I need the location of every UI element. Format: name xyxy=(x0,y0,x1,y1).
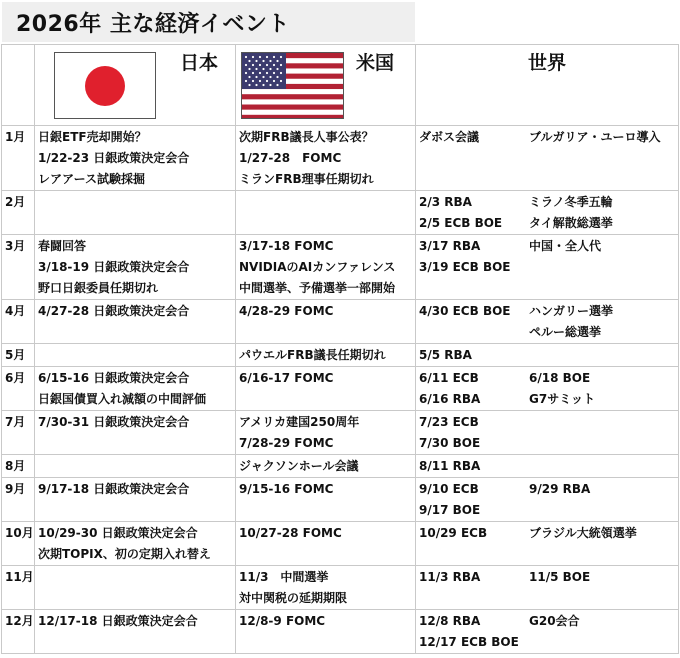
japan-events-cell xyxy=(35,235,236,300)
us-event: 1/27-28 FOMC xyxy=(239,151,342,165)
us-events-cell xyxy=(236,566,416,610)
table-row xyxy=(2,300,679,344)
month-label: 8月 xyxy=(5,459,26,473)
japan-events-cell xyxy=(35,610,236,654)
japan-event: 10/29-30 日銀政策決定会合 xyxy=(38,526,198,540)
table-row xyxy=(2,610,679,654)
world-event: G7サミット xyxy=(529,392,595,406)
japan-events-cell xyxy=(35,455,236,478)
world-event: ミラノ冬季五輪 xyxy=(529,195,613,209)
world-event: 2/3 RBA xyxy=(419,195,472,209)
header-world-label: 世界 xyxy=(528,52,567,74)
table-row xyxy=(2,411,679,455)
us-event: 7/28-29 FOMC xyxy=(239,436,334,450)
us-event: 4/28-29 FOMC xyxy=(239,304,334,318)
world-events-cell xyxy=(416,478,679,522)
header-us-label: 米国 xyxy=(356,52,395,74)
us-event: ミランFRB理事任期切れ xyxy=(239,172,374,186)
month-cell xyxy=(2,478,35,522)
table-row xyxy=(2,455,679,478)
japan-events-cell xyxy=(35,411,236,455)
japan-event: 次期TOPIX、初の定期入れ替え xyxy=(38,547,211,561)
japan-events-cell xyxy=(35,191,236,235)
table-row xyxy=(2,522,679,566)
us-events-cell xyxy=(236,235,416,300)
table-row xyxy=(2,191,679,235)
header-row xyxy=(2,45,679,126)
month-cell xyxy=(2,411,35,455)
month-label: 11月 xyxy=(5,570,34,584)
us-event: 対中関税の延期期限 xyxy=(239,591,348,605)
table-row xyxy=(2,367,679,411)
japan-events-cell xyxy=(35,344,236,367)
world-events-cell xyxy=(416,300,679,344)
world-events-cell xyxy=(416,522,679,566)
world-event: 8/11 RBA xyxy=(419,459,481,473)
us-event: 12/8-9 FOMC xyxy=(239,614,326,628)
us-events-cell xyxy=(236,610,416,654)
month-cell xyxy=(2,610,35,654)
world-event: 7/23 ECB xyxy=(419,415,479,429)
japan-event: レアアース試験採掘 xyxy=(38,172,146,186)
world-event: 3/17 RBA xyxy=(419,239,481,253)
us-events-cell xyxy=(236,191,416,235)
month-cell xyxy=(2,344,35,367)
world-event: 9/29 RBA xyxy=(529,482,591,496)
us-events-cell xyxy=(236,522,416,566)
month-label: 1月 xyxy=(5,130,26,144)
table-row xyxy=(2,344,679,367)
world-event: ペルー総選挙 xyxy=(529,325,602,339)
table-row xyxy=(2,478,679,522)
world-event: 6/16 RBA xyxy=(419,392,481,406)
us-event: 11/3 中間選挙 xyxy=(239,570,329,584)
month-label: 6月 xyxy=(5,371,26,385)
header-japan xyxy=(35,45,236,126)
us-event: 10/27-28 FOMC xyxy=(239,526,342,540)
japan-event: 1/22-23 日銀政策決定会合 xyxy=(38,151,190,165)
month-cell xyxy=(2,455,35,478)
month-cell xyxy=(2,300,35,344)
world-event: 6/18 BOE xyxy=(529,371,591,385)
world-events-cell xyxy=(416,126,679,191)
us-event: ジャクソンホール会議 xyxy=(239,459,359,473)
us-event: 中間選挙、予備選挙一部開始 xyxy=(239,281,396,295)
us-events-cell xyxy=(236,367,416,411)
world-event: 2/5 ECB BOE xyxy=(419,216,503,230)
japan-events-cell xyxy=(35,522,236,566)
month-cell xyxy=(2,522,35,566)
world-events-cell xyxy=(416,344,679,367)
month-label: 5月 xyxy=(5,348,26,362)
us-event: 次期FRB議長人事公表？ xyxy=(239,130,374,144)
us-event: 3/17-18 FOMC xyxy=(239,239,334,253)
us-events-cell xyxy=(236,344,416,367)
world-event: タイ解散総選挙 xyxy=(529,216,613,230)
japan-events-cell xyxy=(35,126,236,191)
world-event: 11/5 BOE xyxy=(529,570,591,584)
japan-flag-icon xyxy=(54,52,156,119)
world-event: 12/8 RBA xyxy=(419,614,481,628)
japan-event: 日銀国債買入れ減額の中間評価 xyxy=(38,392,207,406)
us-events-cell xyxy=(236,455,416,478)
japan-event: 野口日銀委員任期切れ xyxy=(38,281,159,295)
japan-events-cell xyxy=(35,367,236,411)
us-event: アメリカ建国250周年 xyxy=(239,415,360,429)
month-cell xyxy=(2,126,35,191)
world-event: 4/30 ECB BOE xyxy=(419,304,511,318)
header-world xyxy=(416,45,679,126)
us-events-cell xyxy=(236,411,416,455)
world-events-cell xyxy=(416,191,679,235)
japan-event: 4/27-28 日銀政策決定会合 xyxy=(38,304,190,318)
japan-events-cell xyxy=(35,566,236,610)
world-event: 5/5 RBA xyxy=(419,348,472,362)
world-events-cell xyxy=(416,367,679,411)
us-events-cell xyxy=(236,300,416,344)
month-label: 10月 xyxy=(5,526,34,540)
world-event: ダボス会議 xyxy=(419,130,480,144)
month-label: 7月 xyxy=(5,415,26,429)
us-event: 9/15-16 FOMC xyxy=(239,482,334,496)
us-event: パウエルFRB議長任期切れ xyxy=(239,348,386,362)
events-table xyxy=(1,44,679,654)
japan-events-cell xyxy=(35,300,236,344)
world-event: 9/10 ECB xyxy=(419,482,479,496)
table-row xyxy=(2,566,679,610)
month-cell xyxy=(2,235,35,300)
world-events-cell xyxy=(416,235,679,300)
japan-events-cell xyxy=(35,478,236,522)
world-event: 7/30 BOE xyxy=(419,436,481,450)
japan-event: 7/30-31 日銀政策決定会合 xyxy=(38,415,190,429)
world-event: ハンガリー選挙 xyxy=(529,304,614,318)
month-label: 12月 xyxy=(5,614,34,628)
world-event: 6/11 ECB xyxy=(419,371,479,385)
title-bar xyxy=(2,2,415,42)
us-event: NVIDIAのAIカンファレンス xyxy=(239,260,396,274)
month-cell xyxy=(2,191,35,235)
month-label: 9月 xyxy=(5,482,26,496)
world-event: 11/3 RBA xyxy=(419,570,481,584)
world-event: 12/17 ECB BOE xyxy=(419,635,519,649)
page-title: 2026年 主な経済イベント xyxy=(16,12,290,37)
month-cell xyxy=(2,566,35,610)
world-events-cell xyxy=(416,566,679,610)
world-event: 3/19 ECB BOE xyxy=(419,260,511,274)
world-event: ブルガリア・ユーロ導入 xyxy=(529,130,661,144)
table-row xyxy=(2,235,679,300)
us-events-cell xyxy=(236,126,416,191)
us-flag-icon xyxy=(241,52,344,119)
world-event: 10/29 ECB xyxy=(419,526,488,540)
japan-event: 春闘回答 xyxy=(38,239,87,253)
us-event: 6/16-17 FOMC xyxy=(239,371,334,385)
header-corner xyxy=(2,45,35,126)
world-events-cell xyxy=(416,411,679,455)
us-events-cell xyxy=(236,478,416,522)
japan-event: 6/15-16 日銀政策決定会合 xyxy=(38,371,190,385)
world-event: G20会合 xyxy=(529,614,580,628)
japan-event: 3/18-19 日銀政策決定会合 xyxy=(38,260,190,274)
japan-event: 12/17-18 日銀政策決定会合 xyxy=(38,614,198,628)
table-row xyxy=(2,126,679,191)
month-cell xyxy=(2,367,35,411)
world-event: 9/17 BOE xyxy=(419,503,481,517)
world-event: ブラジル大統領選挙 xyxy=(529,526,637,540)
header-japan-label: 日本 xyxy=(180,52,219,74)
month-label: 4月 xyxy=(5,304,26,318)
month-label: 3月 xyxy=(5,239,26,253)
japan-event: 9/17-18 日銀政策決定会合 xyxy=(38,482,190,496)
world-events-cell xyxy=(416,610,679,654)
header-us xyxy=(236,45,416,126)
month-label: 2月 xyxy=(5,195,26,209)
japan-event: 日銀ETF売却開始？ xyxy=(38,130,147,144)
world-event: 中国・全人代 xyxy=(529,239,602,253)
world-events-cell xyxy=(416,455,679,478)
